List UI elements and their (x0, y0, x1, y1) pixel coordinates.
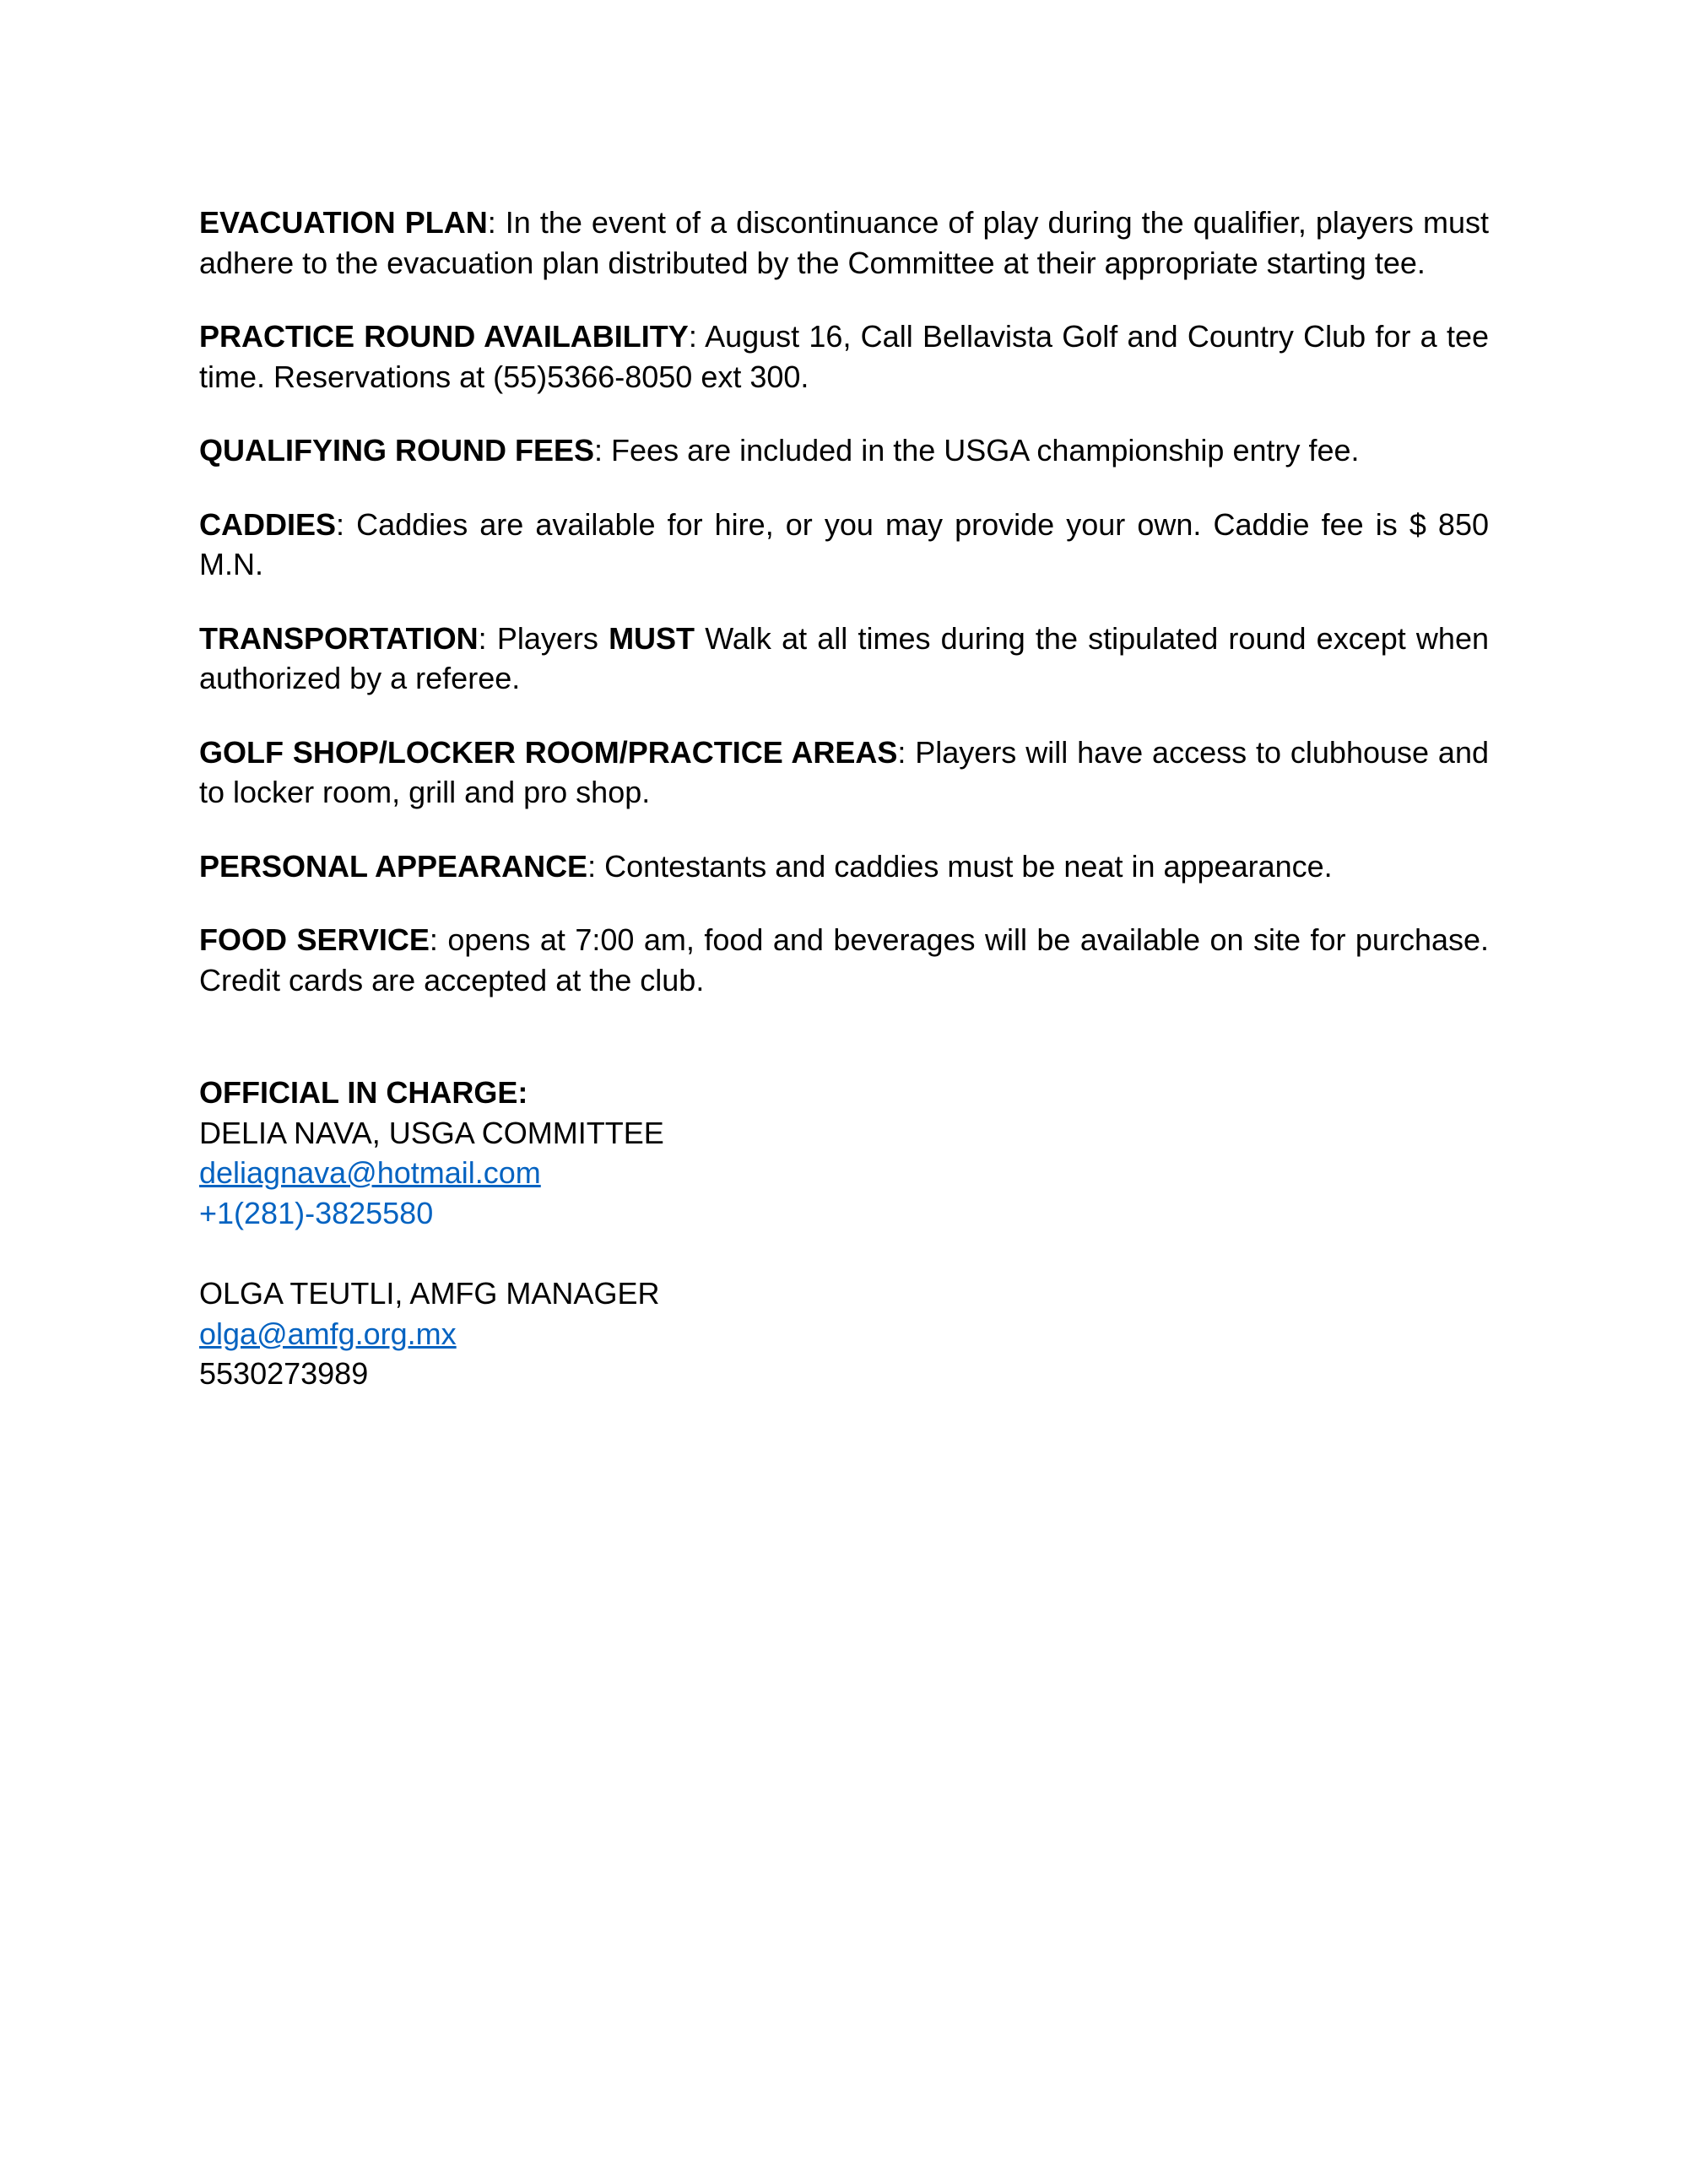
paragraph-golf-shop (199, 733, 1489, 813)
paragraph-caddies (199, 505, 1489, 585)
officials-heading-label: OFFICIAL IN CHARGE (199, 1075, 518, 1111)
paragraph-transportation (199, 619, 1489, 699)
paragraph-text: : In the event of a discontinuance of play during the qualifier, players must adhere to the evacuation plan distributed by the Committee at their appropriate starting tee. (199, 205, 1489, 280)
paragraph-personal-appearance (199, 846, 1489, 887)
paragraph-evacuation-plan (199, 203, 1489, 283)
paragraph-text: : August 16, Call Bellavista Golf and Country Club for a tee time. Reservations at (55)5366-8050 ext 300. (199, 319, 1489, 394)
contact-email-link[interactable]: olga@amfg.org.mx (199, 1316, 457, 1351)
contact-phone-link[interactable]: +1(281)-3825580 (199, 1195, 434, 1230)
contact-phone: 5530273989 (199, 1356, 369, 1392)
paragraph-label: TRANSPORTATION (199, 620, 479, 656)
contact-name: OLGA TEUTLI, AMFG MANAGER (199, 1276, 660, 1311)
contact-email-link[interactable]: deliagnava@hotmail.com (199, 1155, 541, 1191)
contact-olga-teutli (199, 1273, 1489, 1394)
contact-name: DELIA NAVA, USGA COMMITTEE (199, 1115, 664, 1150)
paragraph-label: EVACUATION PLAN (199, 205, 488, 240)
paragraph-text: : Fees are included in the USGA championship entry fee. (594, 433, 1360, 468)
officials-heading-colon: : (517, 1075, 528, 1111)
paragraph-label: GOLF SHOP/LOCKER ROOM/PRACTICE AREAS (199, 734, 898, 770)
paragraph-label: QUALIFYING ROUND FEES (199, 433, 595, 468)
contact-email-line (199, 1153, 1489, 1193)
officials-section (199, 1073, 1489, 1394)
paragraph-label: FOOD SERVICE (199, 922, 430, 958)
paragraph-text: : opens at 7:00 am, food and beverages will be available on site for purchase. Credit cards are accepted at the club. (199, 922, 1490, 997)
paragraph-text: : Players (478, 620, 609, 656)
paragraph-text: : Contestants and caddies must be neat in appearance. (587, 848, 1333, 884)
paragraph-emphasis: MUST (609, 620, 695, 656)
paragraph-food-service (199, 920, 1489, 1000)
paragraph-qualifying-fees (199, 430, 1489, 471)
contact-email-line (199, 1314, 1489, 1354)
officials-heading (199, 1073, 1489, 1113)
paragraph-text: : Caddies are available for hire, or you may provide your own. Caddie fee is $ 850 M.N. (199, 506, 1489, 582)
paragraph-label: PERSONAL APPEARANCE (199, 848, 588, 884)
paragraph-label: PRACTICE ROUND AVAILABILITY (199, 319, 689, 354)
contact-delia-nava (199, 1113, 1489, 1234)
contact-phone-line (199, 1193, 1489, 1234)
paragraph-practice-round (199, 316, 1489, 397)
paragraph-text: : Players will have access to clubhouse and to locker room, grill and pro shop. (199, 734, 1489, 810)
paragraph-text: Walk at all times during the stipulated round except when authorized by a referee. (199, 620, 1489, 696)
paragraph-label: CADDIES (199, 506, 337, 542)
